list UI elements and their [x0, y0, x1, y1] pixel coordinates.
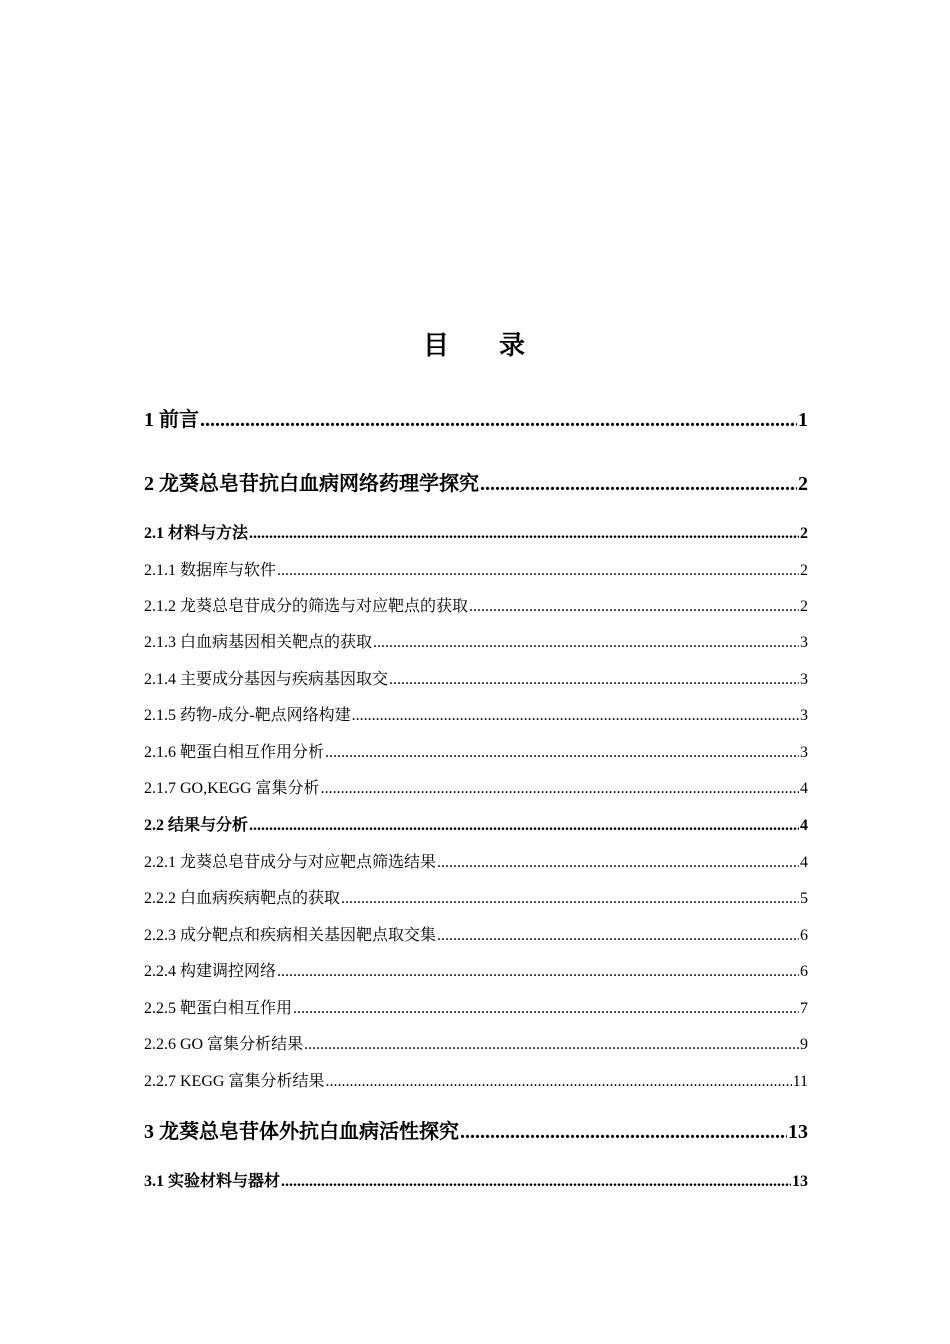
title-char-2: 录 [499, 331, 528, 360]
toc-entry-page: 3 [800, 671, 808, 688]
toc-entry-page: 2 [798, 473, 808, 495]
toc-entry-label: 2.1.6 靶蛋白相互作用分析 [144, 744, 325, 761]
toc-leader-dots [460, 1118, 787, 1146]
toc-leader-dots [281, 1171, 791, 1193]
toc-entry-page: 13 [792, 1173, 808, 1190]
toc-entry-2-2-4[interactable] [144, 961, 808, 983]
toc-entry-page: 7 [800, 1000, 808, 1017]
toc-entry-1[interactable] [144, 406, 808, 434]
toc-entry-3[interactable] [144, 1118, 808, 1146]
toc-entry-page: 4 [800, 854, 808, 871]
toc-entry-label: 2.1.4 主要成分基因与疾病基因取交 [144, 671, 389, 688]
toc-entry-2-2-5[interactable] [144, 998, 808, 1020]
toc-entry-2-1-7[interactable] [144, 778, 808, 800]
toc-entry-label: 2.2.4 构建调控网络 [144, 963, 277, 980]
toc-entry-page: 2 [800, 598, 808, 615]
toc-leader-dots [249, 815, 799, 837]
page-title [0, 328, 950, 364]
toc-entry-label: 2.1.1 数据库与软件 [144, 562, 277, 579]
toc-leader-dots [304, 1034, 799, 1056]
toc-leader-dots [352, 705, 799, 727]
toc-entry-2-2-1[interactable] [144, 852, 808, 874]
toc-entry-label: 2.1.3 白血病基因相关靶点的获取 [144, 634, 373, 651]
title-char-1: 目 [422, 331, 451, 360]
toc-entry-2-1-3[interactable] [144, 632, 808, 654]
toc-entry-label: 2 龙葵总皂苷抗白血病网络药理学探究 [144, 473, 479, 495]
toc-leader-dots [389, 669, 799, 691]
toc-entry-label: 2.2.3 成分靶点和疾病相关基因靶点取交集 [144, 927, 437, 944]
toc-leader-dots [321, 778, 799, 800]
toc-entry-label: 2.2.6 GO 富集分析结果 [144, 1036, 304, 1053]
toc-entry-page: 9 [800, 1036, 808, 1053]
toc-entry-label: 2.2.7 KEGG 富集分析结果 [144, 1073, 325, 1090]
toc-entry-label: 3.1 实验材料与器材 [144, 1173, 281, 1190]
toc-entry-page: 3 [800, 634, 808, 651]
toc-entry-label: 1 前言 [144, 409, 199, 431]
toc-entry-label: 2.1.7 GO,KEGG 富集分析 [144, 780, 320, 797]
toc-entry-2-2[interactable] [144, 815, 808, 837]
toc-entry-2-2-2[interactable] [144, 888, 808, 910]
toc-entry-page: 6 [800, 963, 808, 980]
toc-leader-dots [469, 596, 799, 618]
toc-entry-page: 2 [800, 562, 808, 579]
toc-leader-dots [293, 998, 799, 1020]
toc-entry-page: 2 [800, 525, 808, 542]
toc-entry-label: 2.2.2 白血病疾病靶点的获取 [144, 890, 341, 907]
toc-entry-2-2-7[interactable] [144, 1071, 808, 1093]
toc-entry-3-1[interactable] [144, 1171, 808, 1193]
toc-entry-2-1-6[interactable] [144, 742, 808, 764]
toc-leader-dots [437, 852, 799, 874]
toc-leader-dots [277, 560, 799, 582]
toc-entry-label: 2.2.5 靶蛋白相互作用 [144, 1000, 293, 1017]
toc-entry-2-1-5[interactable] [144, 705, 808, 727]
toc-entry-page: 6 [800, 927, 808, 944]
toc-entry-page: 5 [800, 890, 808, 907]
toc-entry-2-1[interactable] [144, 523, 808, 545]
toc-entry-label: 2.1 材料与方法 [144, 525, 249, 542]
toc-entry-page: 11 [792, 1073, 808, 1090]
toc-leader-dots [437, 925, 799, 947]
toc-entry-label: 2.2 结果与分析 [144, 817, 249, 834]
toc-leader-dots [325, 742, 799, 764]
toc-leader-dots [373, 632, 799, 654]
toc-entry-2-1-4[interactable] [144, 669, 808, 691]
toc-entry-label: 3 龙葵总皂苷体外抗白血病活性探究 [144, 1121, 459, 1143]
toc-leader-dots [341, 888, 799, 910]
toc-entry-page: 3 [800, 744, 808, 761]
toc-entry-2-1-2[interactable] [144, 596, 808, 618]
toc-entry-label: 2.2.1 龙葵总皂苷成分与对应靶点筛选结果 [144, 854, 437, 871]
toc-entry-label: 2.1.2 龙葵总皂苷成分的筛选与对应靶点的获取 [144, 598, 469, 615]
toc-leader-dots [325, 1071, 791, 1093]
toc-leader-dots [480, 470, 797, 498]
toc-entry-page: 3 [800, 707, 808, 724]
toc-entry-page: 1 [798, 409, 808, 431]
toc-entry-2[interactable] [144, 470, 808, 498]
toc-entry-page: 13 [788, 1121, 808, 1143]
toc-entry-label: 2.1.5 药物-成分-靶点网络构建 [144, 707, 351, 724]
toc-entry-page: 4 [800, 780, 808, 797]
toc-entry-2-1-1[interactable] [144, 560, 808, 582]
toc-leader-dots [249, 523, 799, 545]
toc-leader-dots [277, 961, 799, 983]
toc-entry-2-2-6[interactable] [144, 1034, 808, 1056]
toc-leader-dots [200, 406, 797, 434]
toc-entry-page: 4 [800, 817, 808, 834]
toc-entry-2-2-3[interactable] [144, 925, 808, 947]
